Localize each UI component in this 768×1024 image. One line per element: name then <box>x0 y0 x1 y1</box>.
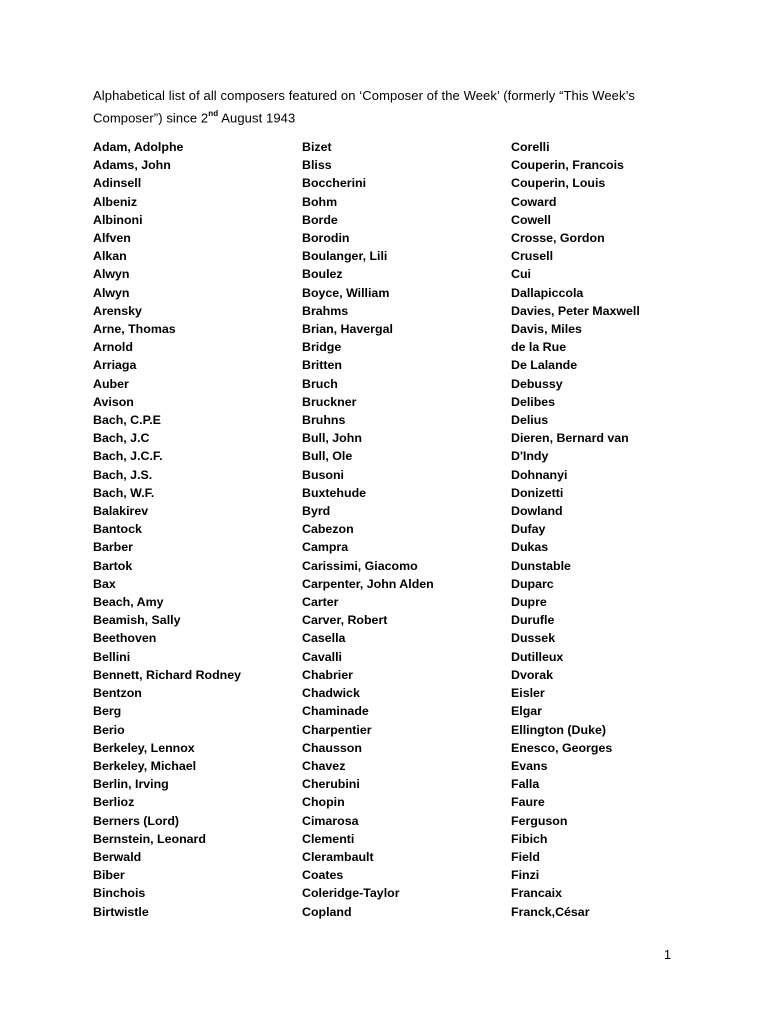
composer-name: Bohm <box>302 194 338 209</box>
composer-name: Dupre <box>511 595 547 610</box>
composer-name: Carpenter, John Alden <box>302 576 434 591</box>
composer-name: Davies, Peter Maxwell <box>511 303 640 318</box>
composer-name: Borodin <box>302 231 350 246</box>
composer-name: Francaix <box>511 886 562 901</box>
composer-name: Adams, John <box>93 158 171 173</box>
composer-name: Bach, W.F. <box>93 485 155 500</box>
composer-name: Faure <box>511 795 545 810</box>
composer-name: Bach, J.C.F. <box>93 449 163 464</box>
composer-name: Fibich <box>511 831 548 846</box>
composer-name: Adinsell <box>93 176 142 191</box>
composer-name: Bernstein, Leonard <box>93 831 206 846</box>
composer-name: Alwyn <box>93 285 130 300</box>
heading-ordinal-suffix: nd <box>208 109 219 118</box>
composer-name: Bantock <box>93 522 142 537</box>
composer-name: Cavalli <box>302 649 342 664</box>
composer-name: Bellini <box>93 649 131 664</box>
composer-name: Couperin, Louis <box>511 176 606 191</box>
document-heading <box>93 86 653 127</box>
composer-name: Bull, Ole <box>302 449 353 464</box>
composer-name: Chopin <box>302 795 345 810</box>
composer-name: Dowland <box>511 504 563 519</box>
composer-name: Dukas <box>511 540 549 555</box>
composer-name: Carter <box>302 595 339 610</box>
composer-name: Bull, John <box>302 431 362 446</box>
composer-name: Berlioz <box>93 795 135 810</box>
composer-name: Chadwick <box>302 686 360 701</box>
composer-name: Avison <box>93 394 134 409</box>
composer-name: Barber <box>93 540 133 555</box>
composer-name: Couperin, Francois <box>511 158 624 173</box>
composer-name: D'Indy <box>511 449 549 464</box>
composer-name: Beethoven <box>93 631 157 646</box>
composer-name: Boyce, William <box>302 285 390 300</box>
composer-name: Bruckner <box>302 394 357 409</box>
composer-name: Birtwistle <box>93 904 149 919</box>
composer-name: Alfven <box>93 231 131 246</box>
composer-name: Davis, Miles <box>511 322 582 337</box>
composer-name: Alkan <box>93 249 127 264</box>
composer-name: Bruhns <box>302 413 346 428</box>
composer-name: Buxtehude <box>302 485 367 500</box>
composer-name: Biber <box>93 868 125 883</box>
composer-name: Binchois <box>93 886 146 901</box>
heading-line-1: Alphabetical list of all composers featured on ‘Composer of the Week’ (formerly “This Week’s <box>93 88 635 103</box>
composer-name: Franck,César <box>511 904 590 919</box>
composer-name: Campra <box>302 540 349 555</box>
composer-name: Bruch <box>302 376 338 391</box>
composer-name: Crusell <box>511 249 554 264</box>
composer-name: Bennett, Richard Rodney <box>93 667 242 682</box>
composer-name: Evans <box>511 758 548 773</box>
composer-name: Chavez <box>302 758 346 773</box>
composer-name: Bach, J.S. <box>93 467 153 482</box>
composer-name: Cherubini <box>302 777 360 792</box>
composer-name: Cui <box>511 267 531 282</box>
composer-name: Arriaga <box>93 358 137 373</box>
composer-name: Berg <box>93 704 122 719</box>
composer-name: Auber <box>93 376 129 391</box>
composer-name: Albeniz <box>93 194 138 209</box>
composer-name: De Lalande <box>511 358 578 373</box>
composer-name: Copland <box>302 904 352 919</box>
composer-name: Delibes <box>511 394 556 409</box>
composer-name: Chausson <box>302 740 362 755</box>
composer-name: Casella <box>302 631 346 646</box>
composer-name: Crosse, Gordon <box>511 231 605 246</box>
composer-name: Duparc <box>511 576 554 591</box>
composer-name: Clementi <box>302 831 355 846</box>
composer-name: Coates <box>302 868 344 883</box>
composer-column-2 <box>302 138 502 921</box>
composer-name: Coward <box>511 194 557 209</box>
composer-name: Arne, Thomas <box>93 322 176 337</box>
composer-name: Bizet <box>302 140 332 154</box>
composer-name: Albinoni <box>93 212 143 227</box>
composer-name: Arensky <box>93 303 142 318</box>
composer-name: Bartok <box>93 558 133 573</box>
composer-name: Bach, J.C <box>93 431 150 446</box>
composer-name: Ferguson <box>511 813 568 828</box>
composer-name: Cowell <box>511 212 551 227</box>
composer-column-1 <box>93 138 293 921</box>
composer-name: Bliss <box>302 158 332 173</box>
heading-line-2-start: Composer”) since 2 <box>93 110 209 126</box>
composer-name: Eisler <box>511 686 545 701</box>
composer-name: Dieren, Bernard van <box>511 431 629 446</box>
composer-name: Britten <box>302 358 342 373</box>
composer-name: Field <box>511 849 540 864</box>
composer-name: Elgar <box>511 704 542 719</box>
heading-line-2-end: August 1943 <box>218 110 296 126</box>
composer-name: Berners (Lord) <box>93 813 180 828</box>
composer-name: Dussek <box>511 631 556 646</box>
composer-name: Dunstable <box>511 558 571 573</box>
composer-name: Durufle <box>511 613 555 628</box>
composer-name: Clerambault <box>302 849 374 864</box>
composer-name: Dufay <box>511 522 546 537</box>
composer-name: Busoni <box>302 467 344 482</box>
composer-name: Delius <box>511 413 549 428</box>
composer-name: Adam, Adolphe <box>93 140 184 154</box>
composer-name: Dvorak <box>511 667 554 682</box>
composer-name: Byrd <box>302 504 331 519</box>
composer-name: de la Rue <box>511 340 567 355</box>
composer-name: Boulanger, Lili <box>302 249 388 264</box>
composer-name: Arnold <box>93 340 133 355</box>
composer-name: Dutilleux <box>511 649 564 664</box>
composer-name: Debussy <box>511 376 563 391</box>
composer-name: Brian, Havergal <box>302 322 393 337</box>
composer-name: Bridge <box>302 340 342 355</box>
composer-name: Falla <box>511 777 540 792</box>
composer-name: Coleridge-Taylor <box>302 886 400 901</box>
composer-name: Boulez <box>302 267 343 282</box>
composer-name: Cimarosa <box>302 813 359 828</box>
composer-name: Charpentier <box>302 722 372 737</box>
composer-name: Balakirev <box>93 504 149 519</box>
composer-name: Chabrier <box>302 667 353 682</box>
heading-line-2 <box>93 105 653 127</box>
page-number: 1 <box>664 948 671 962</box>
composer-name: Bax <box>93 576 116 591</box>
composer-name: Beamish, Sally <box>93 613 181 628</box>
composer-name: Brahms <box>302 303 349 318</box>
composer-name: Dohnanyi <box>511 467 568 482</box>
composer-name: Alwyn <box>93 267 130 282</box>
composer-name: Corelli <box>511 140 550 154</box>
composer-name: Berio <box>93 722 125 737</box>
composer-name: Cabezon <box>302 522 354 537</box>
composer-name: Berkeley, Michael <box>93 758 197 773</box>
composer-name: Bentzon <box>93 686 142 701</box>
composer-name: Borde <box>302 212 338 227</box>
composer-name: Berkeley, Lennox <box>93 740 195 755</box>
composer-name: Dallapiccola <box>511 285 584 300</box>
composer-name: Beach, Amy <box>93 595 164 610</box>
composer-name: Finzi <box>511 868 540 883</box>
composer-name: Bach, C.P.E <box>93 413 161 428</box>
composer-name: Enesco, Georges <box>511 740 613 755</box>
composer-column-3 <box>511 138 731 921</box>
composer-name: Berlin, Irving <box>93 777 169 792</box>
composer-name: Carver, Robert <box>302 613 388 628</box>
composer-name: Donizetti <box>511 485 564 500</box>
composer-name: Boccherini <box>302 176 367 191</box>
composer-name: Carissimi, Giacomo <box>302 558 418 573</box>
composer-name: Ellington (Duke) <box>511 722 606 737</box>
composer-name: Berwald <box>93 849 142 864</box>
composer-name: Chaminade <box>302 704 369 719</box>
